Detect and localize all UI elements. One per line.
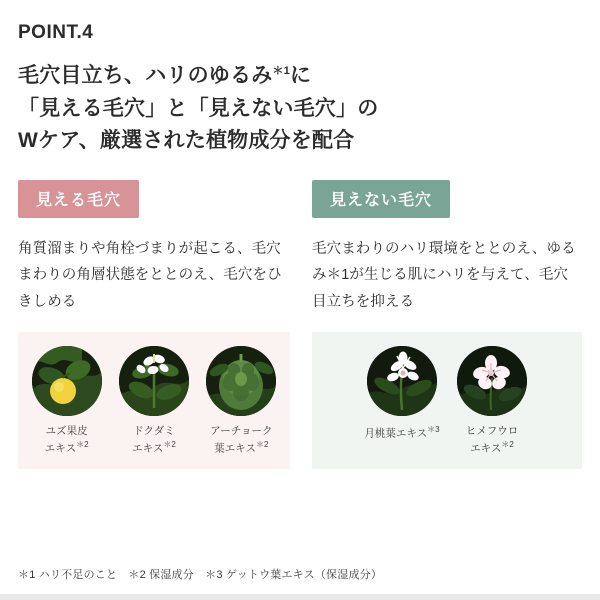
body-text-invisible-pores: 毛穴まわりのハリ環境をととのえ、ゆるみ＊1が生じる肌にハリを与えて、毛穴目立ちを抑える xyxy=(312,240,576,311)
ingredient-item xyxy=(360,346,444,457)
artichoke-photo xyxy=(206,346,276,416)
headline-line-1-sup: ＊1 xyxy=(272,65,290,77)
ingredient-sup: ＊2 xyxy=(76,440,89,450)
columns-container xyxy=(18,180,582,469)
ingredient-name-line1: ヒメフウロ xyxy=(465,425,519,438)
ingredient-name-line2: 葉エキス xyxy=(214,442,256,455)
column-invisible-pores xyxy=(312,180,582,469)
point-label: POINT.4 xyxy=(18,22,94,43)
ingredient-sup: ＊2 xyxy=(163,440,176,450)
ingredient-name-line1: 月桃葉エキス xyxy=(364,427,428,440)
badge-visible-pores: 見える毛穴 xyxy=(18,180,139,218)
ingredient-sup: ＊2 xyxy=(501,440,514,450)
ingredient-caption xyxy=(450,424,534,457)
ingredient-name-line2: エキス xyxy=(132,442,164,455)
gettou-leaf-photo xyxy=(367,346,437,416)
footnote: ＊1 ハリ不足のこと ＊2 保湿成分 ＊3 ゲットウ葉エキス（保湿成分） xyxy=(18,569,383,581)
headline-line-3: Wケア、厳選された植物成分を配合 xyxy=(18,129,355,153)
ingredient-caption xyxy=(360,424,444,442)
ingredient-item xyxy=(113,346,194,457)
ingredient-caption xyxy=(113,424,194,457)
ingredient-caption xyxy=(26,424,107,457)
headline-line-1 xyxy=(18,60,582,93)
ingredient-caption xyxy=(201,424,282,457)
ingredient-sup: ＊2 xyxy=(255,440,269,450)
ingredient-item xyxy=(450,346,534,457)
ingredient-name-line1: ドクダミ xyxy=(133,425,175,438)
badge-wrap-left xyxy=(18,180,290,218)
headline-line-1-tail: に xyxy=(289,64,312,87)
ingredient-name-line2: エキス xyxy=(44,442,77,455)
ingredient-panel-left xyxy=(18,332,290,469)
ingredient-name-line2: エキス xyxy=(470,442,502,455)
headline-line-2: 「見える毛穴」と「見えない毛穴」の xyxy=(18,96,379,120)
ingredient-item xyxy=(26,346,107,457)
himefuuro-photo xyxy=(457,346,527,416)
body-text-visible-pores: 角質溜まりや角栓づまりが起こる、毛穴まわりの角層状態をととのえ、毛穴をひきしめる xyxy=(18,240,282,311)
yuzu-fruit-photo xyxy=(32,346,102,416)
ingredient-name-line1: ユズ果皮 xyxy=(45,425,88,438)
headline-line-1-main: 毛穴目立ち、ハリのゆるみ xyxy=(18,64,273,87)
badge-wrap-right xyxy=(312,180,582,218)
ingredient-sup: ＊3 xyxy=(427,425,440,435)
ingredient-name-line1: アーチョーク xyxy=(210,425,273,438)
bottom-divider xyxy=(0,594,600,600)
dokudami-plant-photo xyxy=(119,346,189,416)
ingredient-item xyxy=(201,346,282,457)
badge-invisible-pores: 見えない毛穴 xyxy=(312,180,450,218)
headline xyxy=(18,60,582,158)
column-visible-pores xyxy=(18,180,290,469)
ingredient-panel-right xyxy=(312,332,582,469)
